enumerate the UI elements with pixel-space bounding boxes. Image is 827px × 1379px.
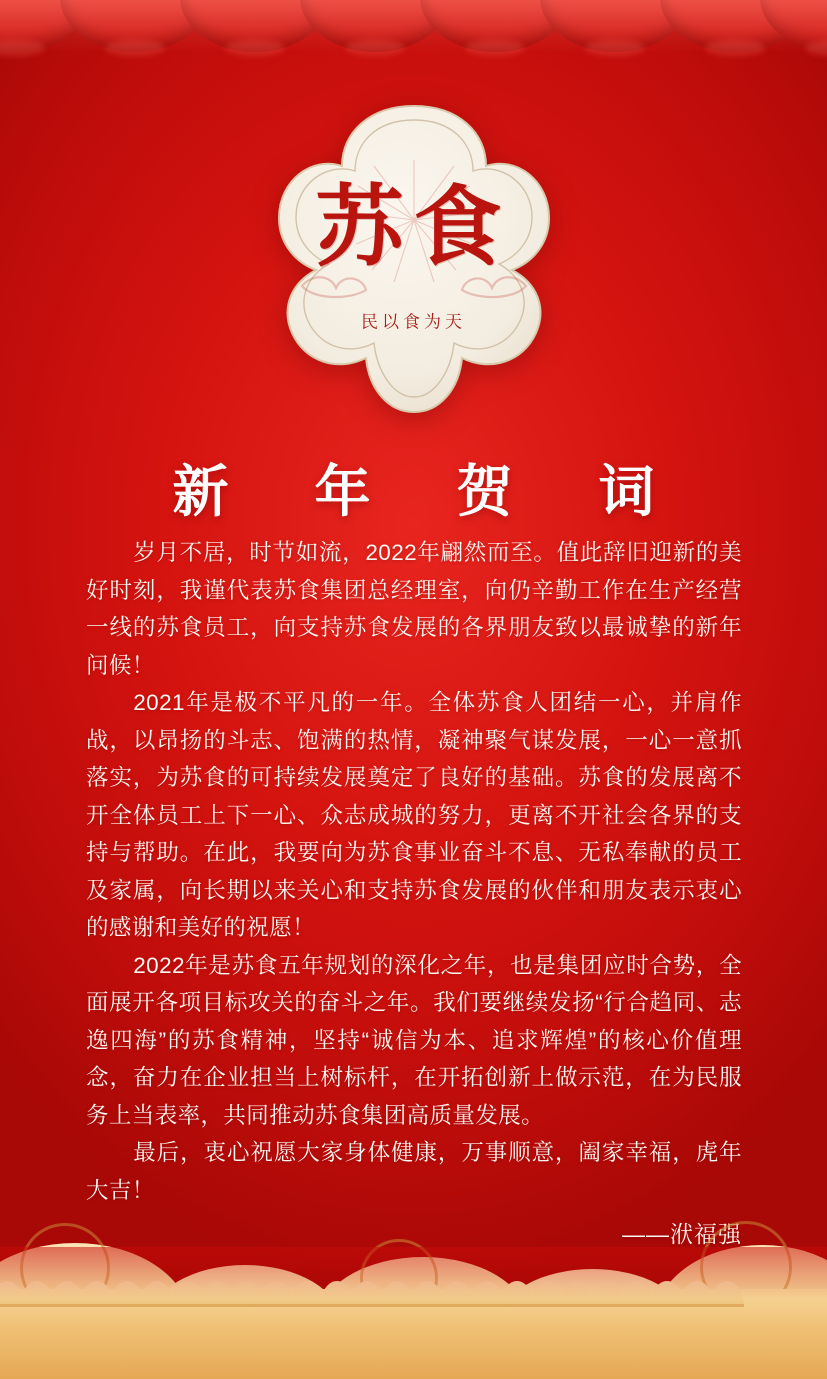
- red-curtain-drapery: [0, 0, 827, 70]
- signature: ——洑福强: [622, 1221, 742, 1247]
- letter-paragraph: 最后，衷心祝愿大家身体健康，万事顺意，阖家幸福，虎年大吉！: [86, 1140, 742, 1203]
- brand-name: 苏食: [315, 180, 512, 278]
- letter-paragraph: 2021年是极不平凡的一年。全体苏食人团结一心，并肩作战，以昂扬的斗志、饱满的热情，凝神聚气谋发展，一心一意抓落实，为苏食的可持续发展奠定了良好的基础。苏食的发展离不开全体员工上下一心、众志成城的努力，更离不开社会各界的支持与帮助。在此，我要向为苏食事业奋斗不息、无私奉献的员工及家属，向长期以来关心和支持苏食发展的伙伴和朋友表示衷心的感谢和美好的祝愿！: [86, 690, 742, 940]
- page-title: 新 年 贺 词: [172, 462, 691, 524]
- gold-cloud-pattern: [0, 1247, 827, 1379]
- brand-emblem: [254, 100, 574, 418]
- letter-paragraph: 2022年是苏食五年规划的深化之年，也是集团应时合势，全面展开各项目标攻关的奋斗之年。我们要继续发扬“行合趋同、志逸四海”的苏食精神，坚持“诚信为本、追求辉煌”的核心价值理念，奋力在企业担当上树标杆，在开拓创新上做示范，在为民服务上当表率，共同推动苏食集团高质量发展。: [86, 952, 742, 1128]
- letter-body: [86, 534, 742, 1209]
- letter-paragraph: 岁月不居，时节如流，2022年翩然而至。值此辞旧迎新的美好时刻，我谨代表苏食集团总经理室，向仍辛勤工作在生产经营一线的苏食员工，向支持苏食发展的各界朋友致以最诚挚的新年问候！: [86, 540, 742, 678]
- brand-slogan: 民以食为天: [361, 312, 466, 332]
